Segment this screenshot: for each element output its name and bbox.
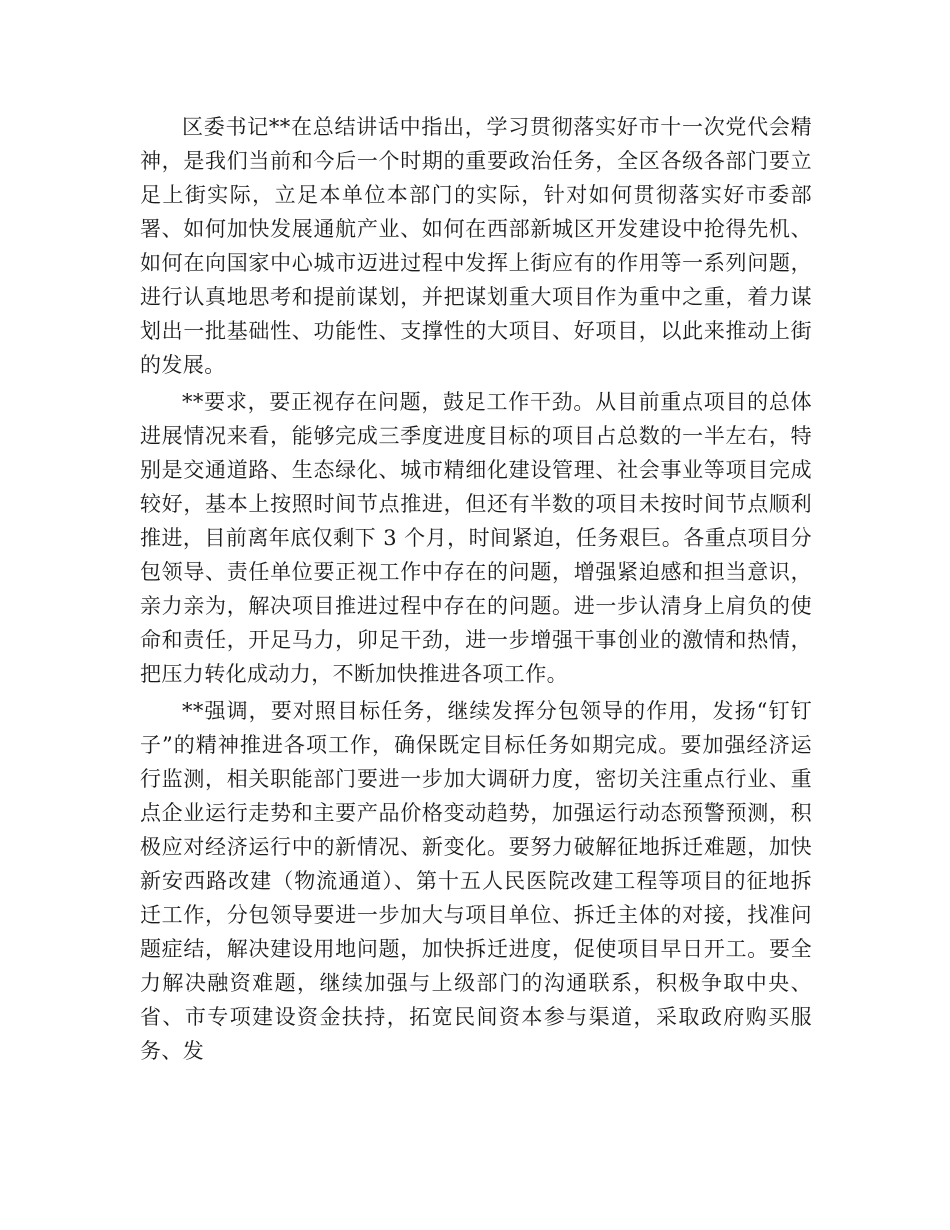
document-body xyxy=(140,110,812,1068)
paragraph-requirements: **要求，要正视存在问题，鼓足工作干劲。从目前重点项目的总体进展情况来看，能够完成三季度进度目标的项目占总数的一半左右，特别是交通道路、生态绿化、城市精细化建设管理、社会事业等项目完成较好，基本上按照时间节点推进，但还有半数的项目未按时间节点顺利推进，目前离年底仅剩下 3 个月，时间紧迫，任务艰巨。各重点项目分包领导、责任单位要正视工作中存在的问题，增强紧迫感和担当意识，亲力亲为，解决项目推进过程中存在的问题。进一步认清身上肩负的使命和责任，开足马力，卯足干劲，进一步增强干事创业的激情和热情，把压力转化成动力，不断加快推进各项工作。 xyxy=(140,390,812,686)
paragraph-summary-speech: 区委书记**在总结讲话中指出，学习贯彻落实好市十一次党代会精神，是我们当前和今后一个时期的重要政治任务，全区各级各部门要立足上街实际，立足本单位本部门的实际，针对如何贯彻落实好市委部署、如何加快发展通航产业、如何在西部新城区开发建设中抢得先机、如何在向国家中心城市迈进过程中发挥上街应有的作用等一系列问题，进行认真地思考和提前谋划，并把谋划重大项目作为重中之重，着力谋划出一批基础性、功能性、支撑性的大项目、好项目，以此来推动上街的发展。 xyxy=(140,115,812,377)
paragraph-emphasis: **强调，要对照目标任务，继续发挥分包领导的作用，发扬“钉钉子”的精神推进各项工作，确保既定目标任务如期完成。要加强经济运行监测，相关职能部门要进一步加大调研力度，密切关注重点行业、重点企业运行走势和主要产品价格变动趋势，加强运行动态预警预测，积极应对经济运行中的新情况、新变化。要努力破解征地拆迁难题，加快新安西路改建（物流通道）、第十五人民医院改建工程等项目的征地拆迁工作，分包领导要进一步加大与项目单位、拆迁主体的对接，找准问题症结，解决建设用地问题，加快拆迁进度，促使项目早日开工。要全力解决融资难题，继续加强与上级部门的沟通联系，积极争取中央、省、市专项建设资金扶持，拓宽民间资本参与渠道，采取政府购买服务、发 xyxy=(140,699,812,1063)
